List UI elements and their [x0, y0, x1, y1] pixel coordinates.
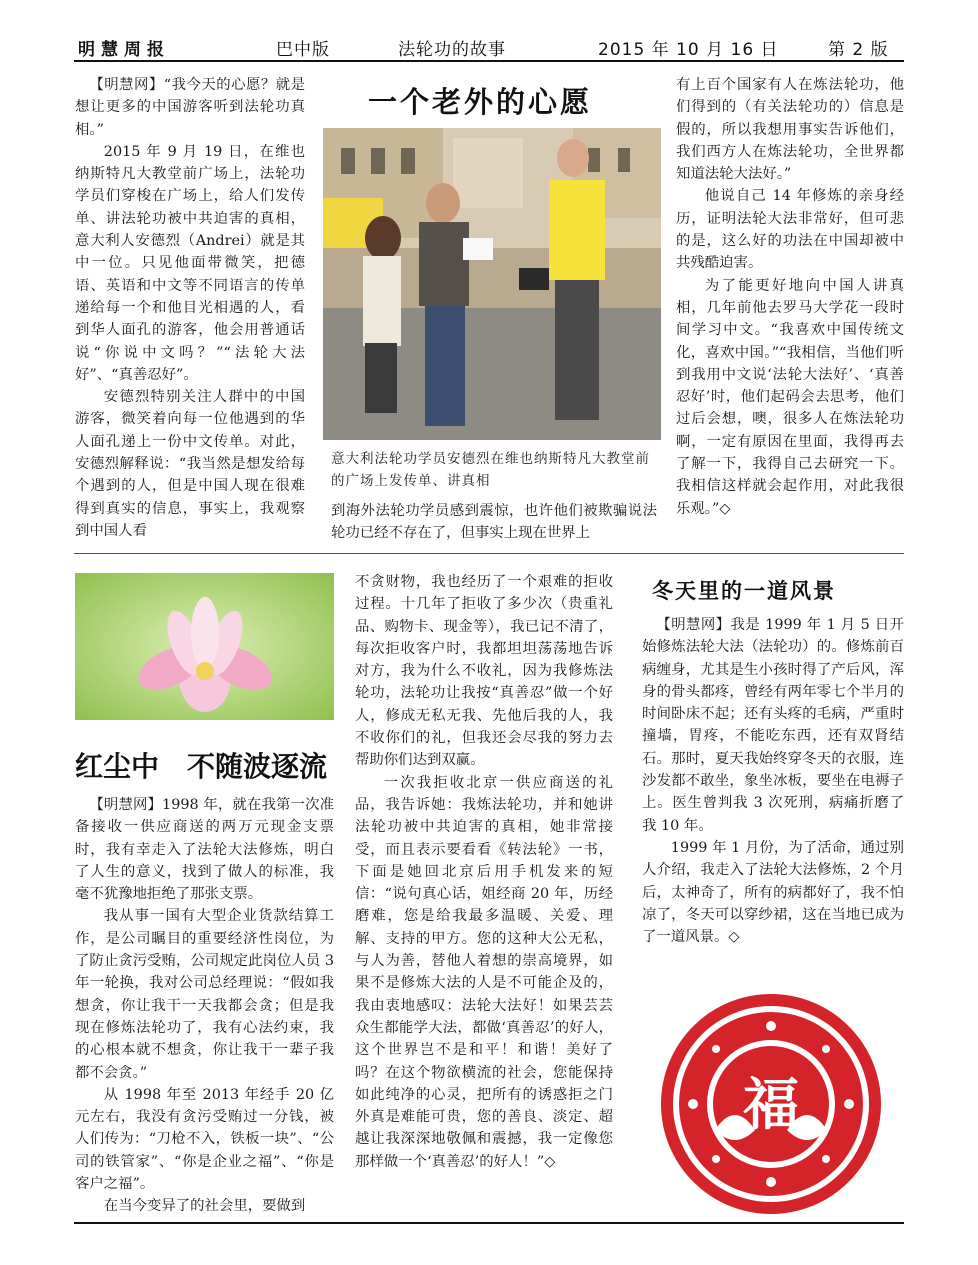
article1-column-left [75, 74, 305, 542]
section-title: 法轮功的故事 [398, 40, 506, 60]
paper-name: 明慧周报 [78, 40, 170, 60]
article1-paragraph: 为了能更好地向中国人讲真相，几年前他去罗马大学花一段时间学习中文。“我喜欢中国传统文化，喜欢中国。”“我相信，当他们听到我用中文说‘法轮大法好’、‘真善忍好’时，他们起码会去思考，他们过后会想，噢，很多人在炼法轮功啊，一定有原因在里面，我得再去了解一下，我得自己去研究一下。我相信这样就会起作用，对此我很乐观。”◇ [676, 277, 904, 517]
article1-paragraph: 安德烈特别关注人群中的中国游客，微笑着向每一位他遇到的华人面孔递上一份中文传单。对此，安德烈解释说：“我当然是想发给每个遇到的人，但是中国人现在很难得到真实的信息，事实上，我观察到中国人看 [75, 389, 305, 539]
article1-photo-caption: 意大利法轮功学员安德烈在维也纳斯特凡大教堂前的广场上发传单、讲真相 [331, 451, 650, 489]
article2-paragraph: 从 1998 年至 2013 年经手 20 亿元左右，我没有贪污受贿过一分钱，被人们传为：“刀枪不入，铁板一块”、“公司的铁管家”、“你是企业之福”、“你是客户之福”。 [75, 1086, 334, 1193]
article2-paragraph: 【明慧网】1998 年，就在我第一次准备接收一供应商送的两万元现金支票时，我有幸走入了法轮大法修炼，明白了人生的意义，找到了做人的标准，我毫不犹豫地拒绝了那张支票。 [75, 797, 334, 903]
article2-column-left [75, 794, 334, 1218]
article2-title: 红尘中 不随波逐流 [75, 750, 328, 783]
header-rule [74, 60, 904, 62]
article2-column-right [355, 571, 613, 1173]
article1-title: 一个老外的心愿 [368, 85, 593, 119]
article2-paragraph: 一次我拒收北京一供应商送的礼品，我告诉她：我炼法轮功，并和她讲法轮功被中共迫害的真相，她非常接受，而且表示要看看《转法轮》一书，下面是她回北京后用手机发来的短信：“说句真心话，姐经商 20 年，历经磨难，您是给我最多温暖、关爱、理解、支持的甲方。您的这种大公无私，与人为善，替他人着想的崇高境界，如果不是修炼大法的人是不可能企及的，我由衷地感叹：法轮大法好！如果芸芸众生都能学大法，都做‘真善忍’的好人，这个世界岂不是和平！和谐！美好了吗？在这个物欲横流的社会，您能保持如此纯净的心灵，把所有的诱惑拒之门外真是难能可贵，您的善良、淡定、超越让我深深地敬佩和震撼，我一定像您那样做一个‘真善忍’的好人！”◇ [355, 774, 613, 1170]
footer-rule [74, 1222, 904, 1224]
article2-paragraph: 不贪财物，我也经历了一个艰难的拒收过程。十几年了拒收了多少次（贵重礼品、购物卡、现金等），我已记不清了，每次拒收客户时，我都坦坦荡荡地告诉对方，我为什么不收礼，因为我修炼法轮功，法轮功让我按“真善忍”做一个好人，修成无私无我、先他后我的人，我不收你们的礼，但我还会尽我的努力去帮助你们达到双赢。 [355, 574, 613, 769]
article1-column-right [676, 74, 904, 520]
article3-paragraph: 【明慧网】我是 1999 年 1 月 5 日开始修炼法轮大法（法轮功）的。修炼前百病缠身，尤其是生小孩时得了产后风，浑身的骨头都疼，曾经有两年零七个半月的时间卧床不起；还有头疼的毛病，严重时撞墙，胃疼，不能吃东西，还有双肾结石。那时，夏天我始终穿冬天的衣服，连沙发都不敢坐，象坐冰板，要坐在电褥子上。医生曾判我 3 次死刑，病痛折磨了我 10 年。 [642, 617, 904, 834]
article3-paragraph: 1999 年 1 月份，为了活命，通过别人介绍，我走入了法轮大法修炼，2 个月后，太神奇了，所有的病都好了，我不怕凉了，冬天可以穿纱裙，这在当地已成为了一道风景。◇ [642, 839, 904, 946]
page-number: 第 2 版 [828, 40, 889, 60]
article1-paragraph: 有上百个国家有人在炼法轮功，他们得到的（有关法轮功的）信息是假的，所以我想用事实告诉他们，我们西方人在炼法轮功，全世界都知道法轮大法好。” [676, 77, 904, 183]
article2-paragraph: 在当今变异了的社会里，要做到 [103, 1198, 306, 1215]
article1-paragraph: 2015 年 9 月 19 日，在维也纳斯特凡大教堂前广场上，法轮功学员们穿梭在广场上，给人们发传单、讲法轮功被中共迫害的真相，意大利人安德烈（Andrei）就是其中一位。只见他面带微笑，把德语、英语和中文等不同语言的传单递给每一个和他目光相遇的人，看到华人面孔的游客，他会用普通话说“你说中文吗？”“法轮大法好”、“真善忍好”。 [75, 143, 305, 383]
papercut-image [655, 990, 887, 1218]
article1-paragraph: 他说自己 14 年修炼的亲身经历，证明法轮大法非常好，但可悲的是，这么好的功法在中国却被中共残酷迫害。 [676, 188, 904, 272]
article1-paragraph: 到海外法轮功学员感到震惊，也许他们被欺骗说法轮功已经不存在了，但事实上现在世界上 [331, 503, 657, 541]
article3-column [642, 614, 904, 948]
fu-papercut [655, 990, 887, 1218]
fu-character: 福 [743, 1072, 799, 1138]
edition-label: 巴中版 [276, 40, 330, 60]
lotus-photo [75, 573, 334, 720]
section-divider [74, 553, 904, 554]
article1-column-middle [331, 500, 657, 544]
article1-photo [323, 128, 661, 440]
article1-paragraph: 【明慧网】“我今天的心愿？就是想让更多的中国游客听到法轮功真相。” [75, 77, 305, 138]
article3-title: 冬天里的一道风景 [652, 579, 836, 603]
issue-date: 2015 年 10 月 16 日 [598, 40, 779, 60]
street-scene-photo [323, 128, 661, 440]
lotus-flower-image [75, 573, 334, 720]
article2-paragraph: 我从事一国有大型企业货款结算工作，是公司瞩目的重要经济性岗位，为了防止贪污受贿，公司规定此岗位人员 3 年一轮换，我对公司总经理说：“假如我想贪，你让我干一天我都会贪；但是我现在修炼法轮功了，我有心法约束，我的心根本就不想贪，你让我干一辈子我都不会贪。” [75, 908, 334, 1081]
